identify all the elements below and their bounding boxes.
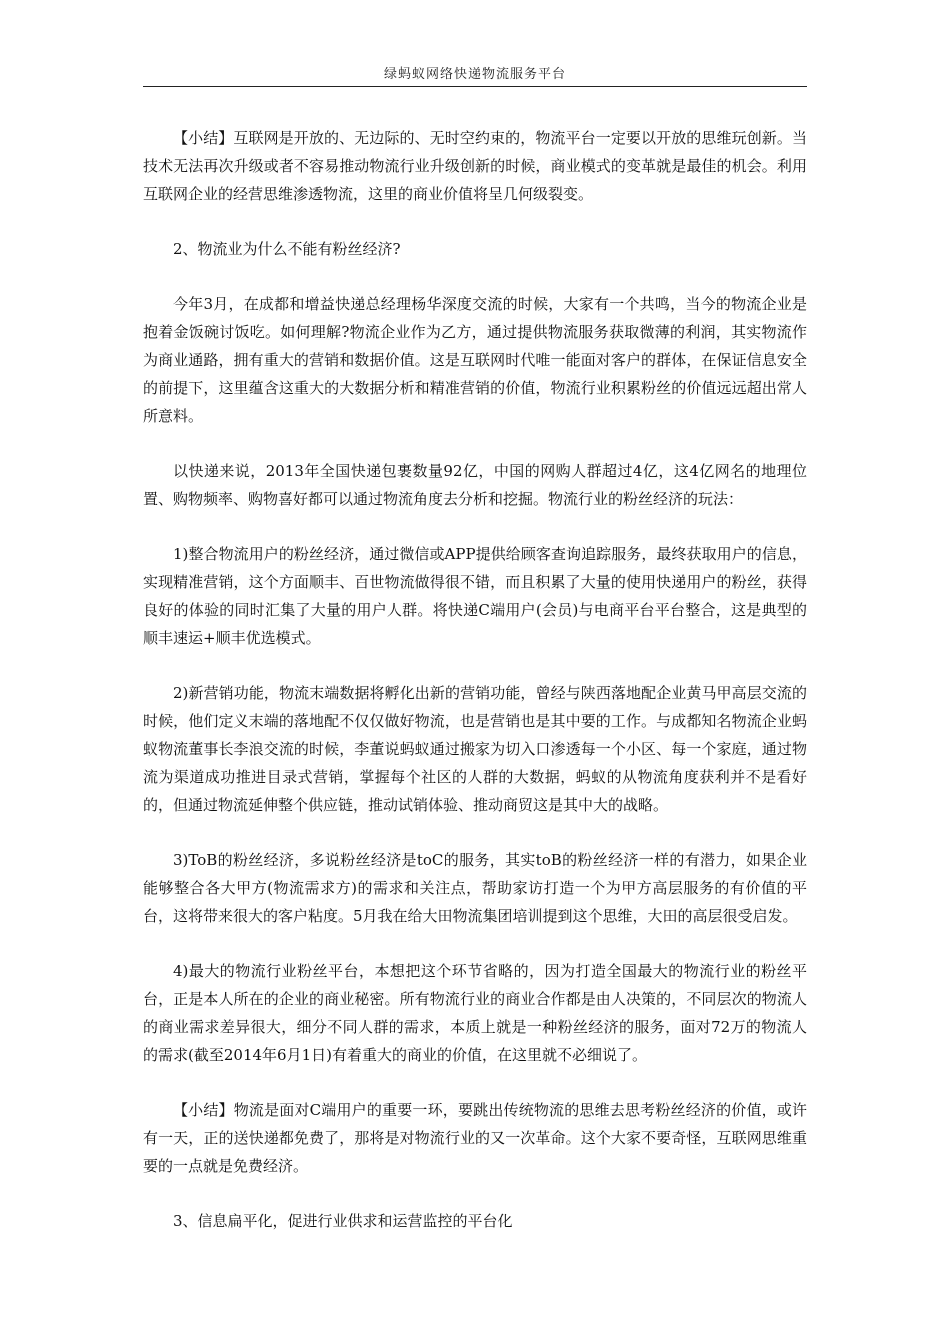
summary-paragraph-1: 【小结】互联网是开放的、无边际的、无时空约束的，物流平台一定要以开放的思维玩创新。当技术无法再次升级或者不容易推动物流行业升级创新的时候，商业模式的变革就是最佳的机会。利用互联网企业的经营思维渗透物流，这里的商业价值将呈几何级裂变。 xyxy=(143,129,807,203)
list-item-1: 1)整合物流用户的粉丝经济，通过微信或APP提供给顾客查询追踪服务，最终获取用户的信息，实现精准营销，这个方面顺丰、百世物流做得很不错，而且积累了大量的使用快递用户的粉丝，获得良好的体验的同时汇集了大量的用户人群。将快递C端用户(会员)与电商平台平台整合，这是典型的顺丰速运+顺丰优选模式。 xyxy=(143,545,807,647)
list-item-2: 2)新营销功能，物流末端数据将孵化出新的营销功能，曾经与陕西落地配企业黄马甲高层交流的时候，他们定义末端的落地配不仅仅做好物流，也是营销也是其中要的工作。与成都知名物流企业蚂蚁物流董事长李浪交流的时候，李董说蚂蚁通过搬家为切入口渗透每一个小区、每一个家庭，通过物流为渠道成功推进目录式营销，掌握每个社区的人群的大数据，蚂蚁的从物流角度获利并不是看好的，但通过物流延伸整个供应链，推动试销体验、推动商贸这是其中大的战略。 xyxy=(143,684,807,814)
list-item-3: 3)ToB的粉丝经济，多说粉丝经济是toC的服务，其实toB的粉丝经济一样的有潜力，如果企业能够整合各大甲方(物流需求方)的需求和关注点，帮助家访打造一个为甲方高层服务的有价值的平台，这将带来很大的客户粘度。5月我在给大田物流集团培训提到这个思维，大田的高层很受启发。 xyxy=(143,851,807,925)
document-body xyxy=(143,124,807,1262)
page-header xyxy=(143,66,807,87)
paragraph-fan-economy-intro: 今年3月，在成都和增益快递总经理杨华深度交流的时候，大家有一个共鸣，当今的物流企业是抱着金饭碗讨饭吃。如何理解?物流企业作为乙方，通过提供物流服务获取微薄的利润，其实物流作为商业通路，拥有重大的营销和数据价值。这是互联网时代唯一能面对客户的群体，在保证信息安全的前提下，这里蕴含这重大的大数据分析和精准营销的价值，物流行业积累粉丝的价值远远超出常人所意料。 xyxy=(143,295,807,425)
header-title: 绿蚂蚁网络快递物流服务平台 xyxy=(383,67,566,82)
section-heading-3: 3、信息扁平化，促进行业供求和运营监控的平台化 xyxy=(173,1212,513,1230)
list-item-4: 4)最大的物流行业粉丝平台，本想把这个环节省略的，因为打造全国最大的物流行业的粉丝平台，正是本人所在的企业的商业秘密。所有物流行业的商业合作都是由人决策的，不同层次的物流人的商业需求差异很大，细分不同人群的需求，本质上就是一种粉丝经济的服务，面对72万的物流人的需求(截至2014年6月1日)有着重大的商业的价值，在这里就不必细说了。 xyxy=(143,962,807,1064)
paragraph-express-stats: 以快递来说，2013年全国快递包裹数量92亿，中国的网购人群超过4亿，这4亿网名的地理位置、购物频率、购物喜好都可以通过物流角度去分析和挖掘。物流行业的粉丝经济的玩法： xyxy=(143,462,807,508)
section-heading-2: 2、物流业为什么不能有粉丝经济? xyxy=(173,240,401,258)
summary-paragraph-2: 【小结】物流是面对C端用户的重要一环，要跳出传统物流的思维去思考粉丝经济的价值，或许有一天，正的送快递都免费了，那将是对物流行业的又一次革命。这个大家不要奇怪，互联网思维重要的一点就是免费经济。 xyxy=(143,1101,807,1175)
